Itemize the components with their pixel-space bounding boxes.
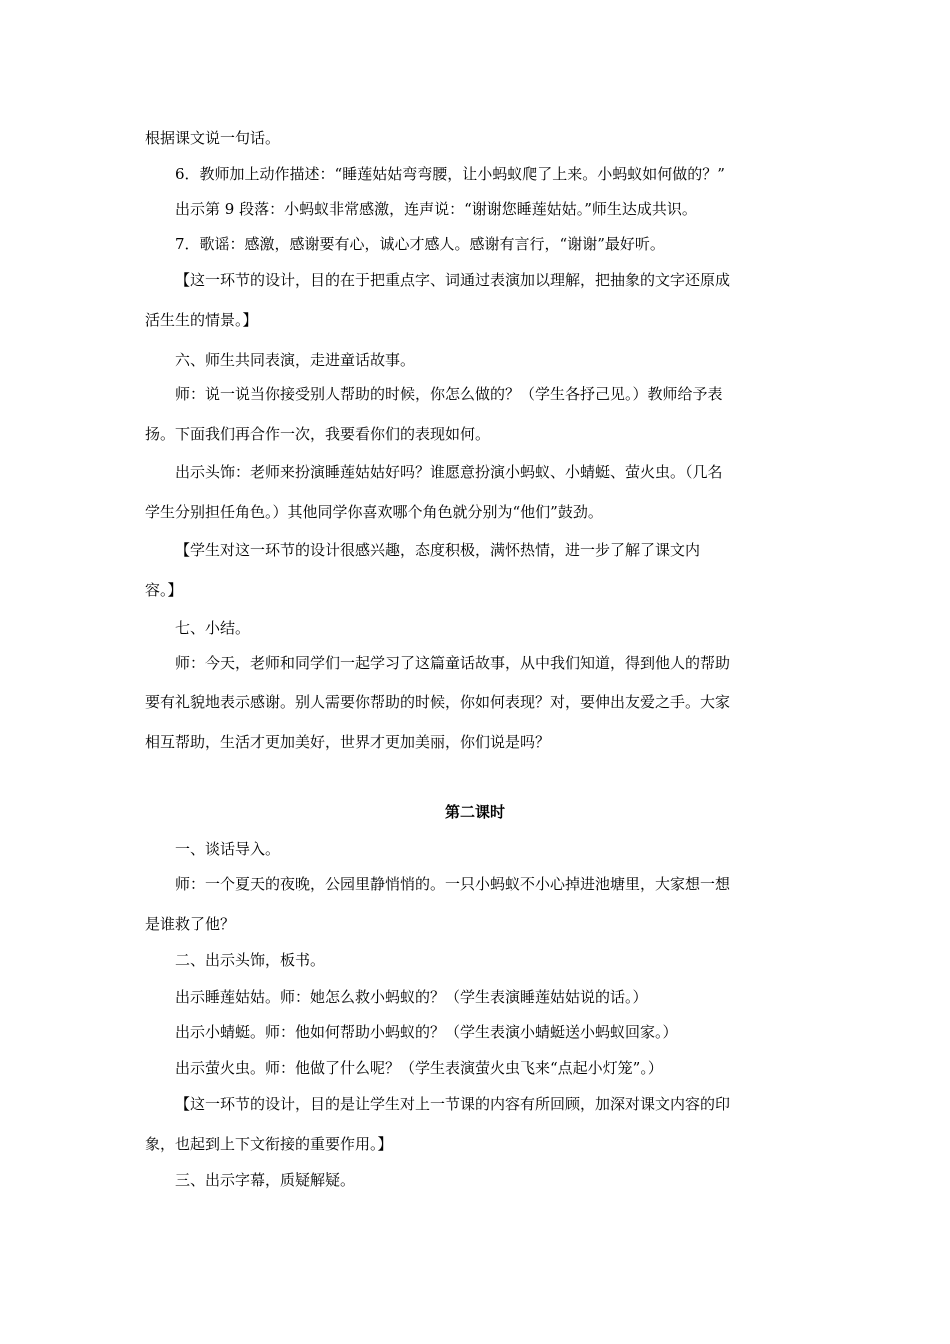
- text-line-6: 活生生的情景。】: [145, 311, 258, 329]
- text-line-27: 象，也起到上下文衔接的重要作用。】: [145, 1135, 393, 1153]
- text-line-17: 相互帮助，生活才更加美好，世界才更加美丽，你们说是吗？: [145, 733, 551, 751]
- text-line-8: 师：说一说当你接受别人帮助的时候，你怎么做的？（学生各抒己见。）教师给予表: [175, 385, 723, 403]
- section-heading-6: 六、师生共同表演，走进童话故事。: [175, 351, 416, 369]
- section-heading-1: 一、谈话导入。: [175, 840, 281, 858]
- text-line-11: 学生分别担任角色。）其他同学你喜欢哪个角色就分别为“他们”鼓劲。: [145, 503, 603, 521]
- section-heading-2: 二、出示头饰，板书。: [175, 951, 326, 969]
- text-line-20: 师：一个夏天的夜晚，公园里静悄悄的。一只小蚂蚁不小心掉进池塘里，大家想一想: [175, 875, 731, 893]
- text-line-15: 师：今天，老师和同学们一起学习了这篇童话故事，从中我们知道，得到他人的帮助: [175, 654, 731, 672]
- section-heading-3: 三、出示字幕，质疑解疑。: [175, 1171, 356, 1189]
- text-line-10: 出示头饰：老师来扮演睡莲姑姑好吗？谁愿意扮演小蚂蚁、小蜻蜓、萤火虫。（几名: [175, 463, 723, 481]
- text-line-24: 出示小蜻蜓。师：他如何帮助小蚂蚁的？（学生表演小蜻蜓送小蚂蚁回家。）: [175, 1023, 678, 1041]
- text-line-4: 7．歌谣：感激，感谢要有心，诚心才感人。感谢有言行，“谢谢”最好听。: [175, 235, 665, 253]
- text-line-9: 扬。下面我们再合作一次，我要看你们的表现如何。: [145, 425, 491, 443]
- text-line-16: 要有礼貌地表示感谢。别人需要你帮助的时候，你如何表现？对，要伸出友爱之手。大家: [145, 693, 731, 711]
- text-line-2: 6．教师加上动作描述：“睡莲姑姑弯弯腰，让小蚂蚁爬了上来。小蚂蚁如何做的？”: [175, 165, 725, 183]
- text-line-5: 【这一环节的设计，目的在于把重点字、词通过表演加以理解，把抽象的文字还原成: [175, 271, 731, 289]
- text-line-13: 容。】: [145, 581, 183, 599]
- section-heading-7: 七、小结。: [175, 619, 251, 637]
- lesson-title: 第二课时: [444, 803, 505, 821]
- text-line-21: 是谁救了他？: [145, 915, 236, 933]
- text-line-25: 出示萤火虫。师：他做了什么呢？（学生表演萤火虫飞来“点起小灯笼”。）: [175, 1059, 663, 1077]
- text-line-26: 【这一环节的设计，目的是让学生对上一节课的内容有所回顾，加深对课文内容的印: [175, 1095, 731, 1113]
- text-line-23: 出示睡莲姑姑。师：她怎么救小蚂蚁的？（学生表演睡莲姑姑说的话。）: [175, 988, 648, 1006]
- text-line-3: 出示第 9 段落：小蚂蚁非常感激，连声说：“谢谢您睡莲姑姑。”师生达成共识。: [175, 200, 697, 218]
- text-line-1: 根据课文说一句话。: [145, 129, 281, 147]
- text-line-12: 【学生对这一环节的设计很感兴趣，态度积极，满怀热情，进一步了解了课文内: [175, 541, 701, 559]
